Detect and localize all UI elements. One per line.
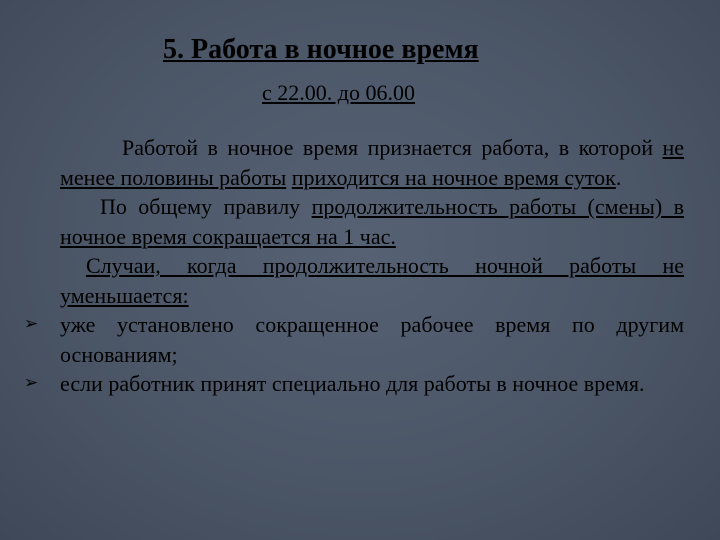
underlined-phrase: не менее половины работы [60, 135, 684, 190]
paragraph-night-work-definition [60, 133, 684, 192]
underlined-phrase: продолжительность работы (смены) в ночное время сокращается на 1 час. [60, 194, 684, 249]
bullet-text: уже установлено сокращенное рабочее время по другим основаниям; [60, 312, 684, 367]
arrow-bullet-icon: ➢ [24, 314, 39, 334]
paragraph-text: По общему правилу [100, 194, 312, 219]
slide-body [24, 133, 684, 399]
arrow-bullet-icon: ➢ [24, 373, 39, 393]
bullet-item [24, 369, 684, 399]
underlined-phrase: Случаи, когда продолжительность ночной работы не уменьшается: [60, 253, 684, 308]
paragraph-exceptions-heading [60, 251, 684, 310]
slide-subtitle: с 22.00. до 06.00 [262, 80, 415, 105]
bullet-item [24, 310, 684, 369]
bullet-text: если работник принят специально для работы в ночное время. [60, 371, 645, 396]
paragraph-general-rule [60, 192, 684, 251]
slide-title: 5. Работа в ночное время [163, 34, 479, 65]
paragraph-text: . [615, 164, 622, 190]
underlined-phrase: приходится на ночное время суток [291, 164, 616, 190]
paragraph-text: Работой в ночное время признается работа, в которой [122, 135, 663, 160]
